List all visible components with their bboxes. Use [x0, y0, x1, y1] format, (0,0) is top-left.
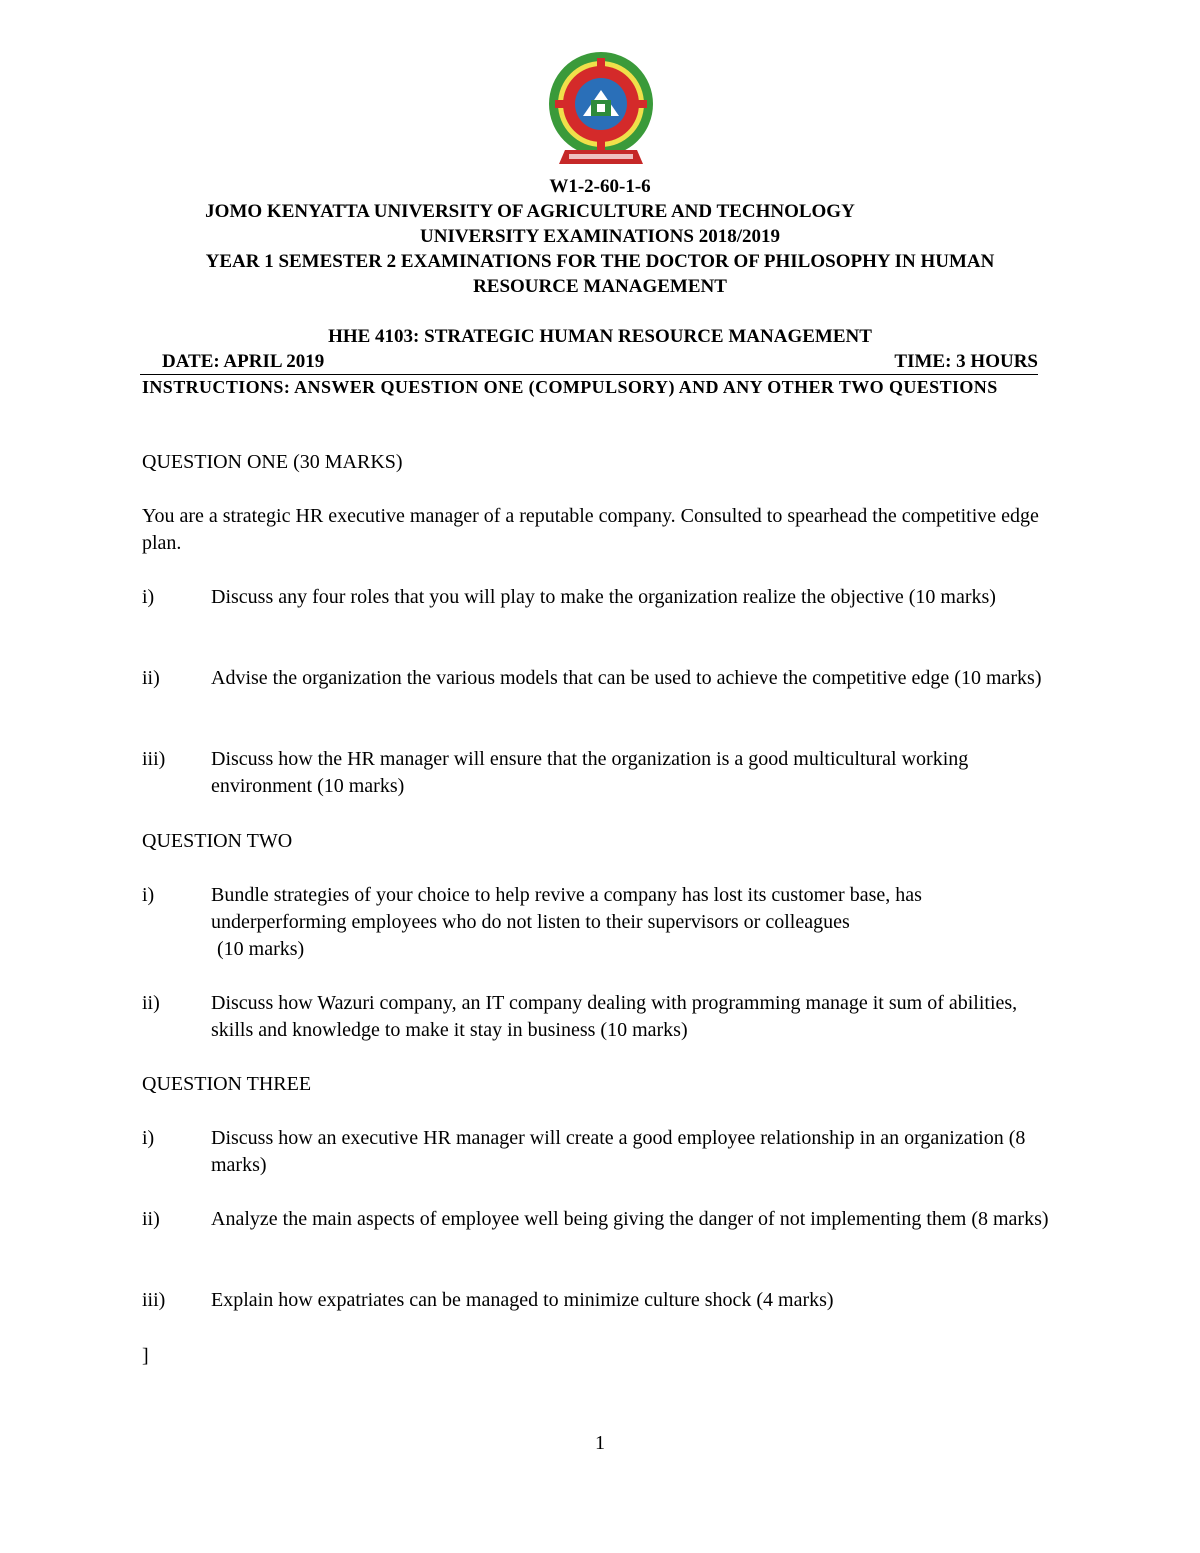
item-number: ii) [142, 667, 160, 689]
course-title: HHE 4103: STRATEGIC HUMAN RESOURCE MANAGEMENT [328, 326, 872, 347]
item-text: Bundle strategies of your choice to help revive a company has lost its customer base, has underperforming employees who do not listen to their supervisors or colleagues [211, 884, 922, 933]
question-one-intro: You are a strategic HR executive manager of a reputable company. Consulted to spearhead the competitive edge plan. [142, 505, 1039, 554]
exam-date: DATE: APRIL 2019 [162, 351, 325, 372]
item-number: i) [142, 586, 155, 608]
instructions: INSTRUCTIONS: ANSWER QUESTION ONE (COMPULSORY) AND ANY OTHER TWO QUESTIONS [142, 377, 998, 397]
question-two-item-marks: (10 marks) [217, 938, 305, 960]
programme-line: YEAR 1 SEMESTER 2 EXAMINATIONS FOR THE DOCTOR OF PHILOSOPHY IN HUMAN [205, 251, 995, 272]
item-number: iii) [142, 748, 166, 770]
question-three-title: QUESTION THREE [142, 1073, 312, 1095]
question-one-title: QUESTION ONE (30 MARKS) [142, 451, 403, 473]
item-number: iii) [142, 1289, 166, 1311]
item-number: i) [142, 884, 155, 906]
item-text: Analyze the main aspects of employee well being giving the danger of not implementing them (8 marks) [211, 1208, 1049, 1230]
item-text: Discuss how Wazuri company, an IT company dealing with programming manage it sum of abilities, skills and knowledge to make it stay in business (10 marks) [211, 992, 1018, 1041]
paper-code: W1-2-60-1-6 [549, 176, 651, 197]
university-crest-logo-icon [545, 50, 657, 170]
university-name: JOMO KENYATTA UNIVERSITY OF AGRICULTURE AND TECHNOLOGY [205, 201, 855, 222]
item-text: Discuss how the HR manager will ensure that the organization is a good multicultural working environment (10 marks) [211, 748, 969, 797]
item-text: Explain how expatriates can be managed to minimize culture shock (4 marks) [211, 1289, 834, 1311]
exam-session: UNIVERSITY EXAMINATIONS 2018/2019 [420, 226, 780, 247]
item-text: Discuss how an executive HR manager will create a good employee relationship in an organization (8 marks) [211, 1127, 1026, 1176]
programme-line-2: RESOURCE MANAGEMENT [473, 276, 727, 297]
question-two-title: QUESTION TWO [142, 830, 293, 852]
item-number: ii) [142, 992, 160, 1014]
item-number: ii) [142, 1208, 160, 1230]
stray-bracket: ] [142, 1345, 149, 1367]
date-time-line [140, 350, 1038, 375]
exam-duration: TIME: 3 HOURS [894, 351, 1038, 372]
item-text: Advise the organization the various models that can be used to achieve the competitive edge (10 marks) [211, 667, 1042, 689]
page-number: 1 [595, 1432, 605, 1454]
item-text: Discuss any four roles that you will play to make the organization realize the objective (10 marks) [211, 586, 996, 608]
item-number: i) [142, 1127, 155, 1149]
